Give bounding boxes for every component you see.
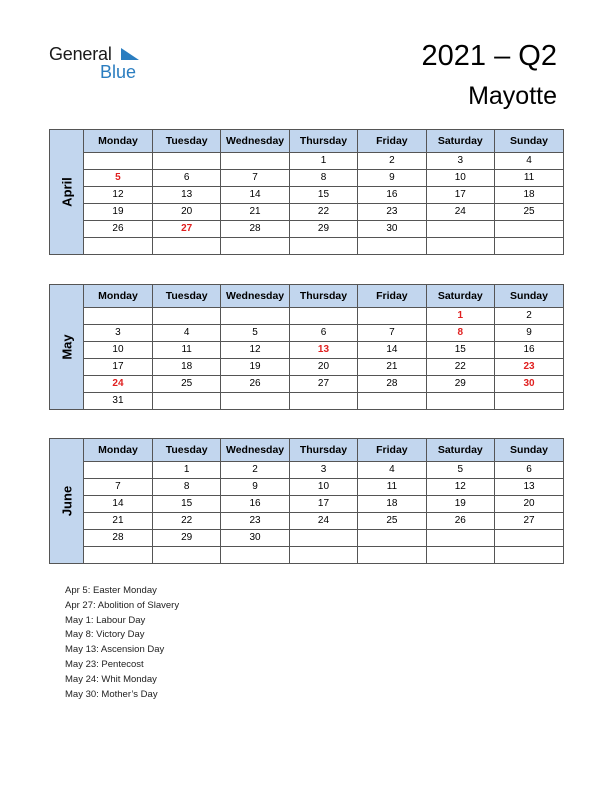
day-cell: 30 — [495, 375, 563, 392]
logo — [49, 44, 159, 84]
month-table — [84, 439, 563, 563]
weekday-header-row — [84, 439, 563, 461]
day-cell — [358, 392, 426, 409]
day-cell: 27 — [289, 375, 357, 392]
month-table — [84, 130, 563, 254]
day-cell: 18 — [152, 358, 220, 375]
day-cell: 1 — [426, 307, 494, 324]
day-cell — [221, 392, 289, 409]
day-cell: 19 — [84, 203, 152, 220]
day-cell: 28 — [84, 529, 152, 546]
weekday-header: Wednesday — [221, 439, 289, 461]
weekday-header: Friday — [358, 439, 426, 461]
holiday-item: May 23: Pentecost — [65, 658, 144, 670]
day-cell: 6 — [495, 461, 563, 478]
day-cell: 26 — [426, 512, 494, 529]
month-name: May — [59, 334, 74, 360]
week-row — [84, 324, 563, 341]
day-cell: 3 — [84, 324, 152, 341]
day-cell: 15 — [152, 495, 220, 512]
day-cell: 7 — [358, 324, 426, 341]
day-cell — [221, 307, 289, 324]
day-cell: 31 — [84, 392, 152, 409]
weekday-header: Monday — [84, 285, 152, 307]
holiday-item: May 24: Whit Monday — [65, 673, 157, 685]
day-cell — [426, 392, 494, 409]
day-cell: 19 — [426, 495, 494, 512]
day-cell — [426, 546, 494, 563]
day-cell — [152, 546, 220, 563]
day-cell: 6 — [152, 169, 220, 186]
week-row — [84, 237, 563, 254]
day-cell: 13 — [289, 341, 357, 358]
day-cell: 3 — [289, 461, 357, 478]
holiday-item: May 30: Mother’s Day — [65, 688, 158, 700]
day-cell: 16 — [221, 495, 289, 512]
day-cell: 10 — [289, 478, 357, 495]
day-cell: 14 — [84, 495, 152, 512]
weekday-header: Tuesday — [152, 439, 220, 461]
day-cell: 18 — [358, 495, 426, 512]
day-cell: 11 — [358, 478, 426, 495]
day-cell — [221, 237, 289, 254]
day-cell: 17 — [84, 358, 152, 375]
page-subtitle: Mayotte — [468, 82, 557, 110]
day-cell: 15 — [426, 341, 494, 358]
day-cell — [426, 529, 494, 546]
day-cell: 13 — [152, 186, 220, 203]
week-row — [84, 478, 563, 495]
day-cell: 2 — [495, 307, 563, 324]
day-cell: 19 — [221, 358, 289, 375]
day-cell — [289, 237, 357, 254]
week-row — [84, 529, 563, 546]
day-cell — [152, 307, 220, 324]
month-name: April — [59, 177, 74, 207]
day-cell — [221, 152, 289, 169]
day-cell: 11 — [495, 169, 563, 186]
day-cell: 14 — [358, 341, 426, 358]
day-cell: 20 — [152, 203, 220, 220]
weekday-header: Tuesday — [152, 285, 220, 307]
month-block-june — [49, 438, 564, 564]
day-cell — [426, 220, 494, 237]
day-cell — [84, 461, 152, 478]
day-cell — [426, 237, 494, 254]
week-row — [84, 495, 563, 512]
week-row — [84, 375, 563, 392]
day-cell — [358, 307, 426, 324]
day-cell: 21 — [221, 203, 289, 220]
day-cell: 25 — [152, 375, 220, 392]
day-cell: 5 — [426, 461, 494, 478]
day-cell — [358, 237, 426, 254]
day-cell: 10 — [426, 169, 494, 186]
holiday-item: Apr 27: Abolition of Slavery — [65, 599, 180, 611]
day-cell: 15 — [289, 186, 357, 203]
weekday-header: Thursday — [289, 285, 357, 307]
day-cell: 5 — [84, 169, 152, 186]
day-cell — [84, 237, 152, 254]
holiday-item: May 13: Ascension Day — [65, 644, 165, 656]
day-cell: 24 — [426, 203, 494, 220]
day-cell: 4 — [495, 152, 563, 169]
weekday-header: Sunday — [495, 285, 563, 307]
day-cell: 20 — [289, 358, 357, 375]
month-side-label — [50, 130, 84, 254]
day-cell — [358, 529, 426, 546]
weekday-header: Sunday — [495, 130, 563, 152]
day-cell: 9 — [495, 324, 563, 341]
day-cell — [495, 546, 563, 563]
week-row — [84, 186, 563, 203]
day-cell: 4 — [358, 461, 426, 478]
weekday-header-row — [84, 130, 563, 152]
week-row — [84, 341, 563, 358]
day-cell: 29 — [289, 220, 357, 237]
weekday-header: Monday — [84, 439, 152, 461]
day-cell: 14 — [221, 186, 289, 203]
holiday-list — [65, 584, 179, 702]
day-cell — [289, 529, 357, 546]
day-cell — [84, 152, 152, 169]
day-cell — [221, 546, 289, 563]
weekday-header: Sunday — [495, 439, 563, 461]
day-cell: 8 — [289, 169, 357, 186]
day-cell: 1 — [152, 461, 220, 478]
day-cell: 16 — [358, 186, 426, 203]
day-cell: 12 — [221, 341, 289, 358]
day-cell — [152, 237, 220, 254]
day-cell: 13 — [495, 478, 563, 495]
month-side-label — [50, 285, 84, 409]
weekday-header: Friday — [358, 285, 426, 307]
day-cell: 27 — [495, 512, 563, 529]
weekday-header: Saturday — [426, 439, 494, 461]
holiday-item: Apr 5: Easter Monday — [65, 585, 157, 596]
day-cell: 30 — [358, 220, 426, 237]
day-cell: 9 — [358, 169, 426, 186]
weekday-header: Wednesday — [221, 130, 289, 152]
month-side-label — [50, 439, 84, 563]
day-cell: 21 — [358, 358, 426, 375]
day-cell: 25 — [358, 512, 426, 529]
week-row — [84, 392, 563, 409]
day-cell: 22 — [289, 203, 357, 220]
day-cell: 26 — [84, 220, 152, 237]
logo-general-text: General — [49, 44, 112, 64]
holiday-item: May 1: Labour Day — [65, 614, 146, 626]
page-title: 2021 – Q2 — [421, 40, 557, 72]
week-row — [84, 546, 563, 563]
day-cell — [495, 237, 563, 254]
weekday-header: Tuesday — [152, 130, 220, 152]
day-cell: 9 — [221, 478, 289, 495]
day-cell — [495, 392, 563, 409]
day-cell — [84, 546, 152, 563]
day-cell: 28 — [221, 220, 289, 237]
week-row — [84, 169, 563, 186]
day-cell: 12 — [426, 478, 494, 495]
day-cell: 22 — [426, 358, 494, 375]
week-row — [84, 307, 563, 324]
day-cell: 21 — [84, 512, 152, 529]
weekday-header: Wednesday — [221, 285, 289, 307]
day-cell — [152, 152, 220, 169]
day-cell: 23 — [495, 358, 563, 375]
weekday-header-row — [84, 285, 563, 307]
day-cell: 1 — [289, 152, 357, 169]
day-cell: 26 — [221, 375, 289, 392]
day-cell: 2 — [221, 461, 289, 478]
month-table — [84, 285, 563, 409]
week-row — [84, 461, 563, 478]
day-cell: 17 — [426, 186, 494, 203]
month-name: June — [59, 485, 74, 517]
day-cell: 3 — [426, 152, 494, 169]
day-cell — [289, 546, 357, 563]
day-cell: 24 — [289, 512, 357, 529]
day-cell: 24 — [84, 375, 152, 392]
day-cell: 7 — [84, 478, 152, 495]
day-cell: 29 — [152, 529, 220, 546]
day-cell: 5 — [221, 324, 289, 341]
day-cell: 23 — [358, 203, 426, 220]
day-cell — [84, 307, 152, 324]
week-row — [84, 152, 563, 169]
day-cell: 12 — [84, 186, 152, 203]
month-block-april — [49, 129, 564, 255]
weekday-header: Thursday — [289, 130, 357, 152]
day-cell — [289, 307, 357, 324]
weekday-header: Saturday — [426, 130, 494, 152]
weekday-header: Monday — [84, 130, 152, 152]
day-cell: 29 — [426, 375, 494, 392]
holiday-item: May 8: Victory Day — [65, 629, 145, 641]
weekday-header: Saturday — [426, 285, 494, 307]
day-cell: 18 — [495, 186, 563, 203]
day-cell: 16 — [495, 341, 563, 358]
day-cell: 2 — [358, 152, 426, 169]
day-cell — [495, 220, 563, 237]
day-cell: 10 — [84, 341, 152, 358]
week-row — [84, 203, 563, 220]
day-cell: 7 — [221, 169, 289, 186]
week-row — [84, 220, 563, 237]
day-cell: 27 — [152, 220, 220, 237]
day-cell: 23 — [221, 512, 289, 529]
day-cell: 6 — [289, 324, 357, 341]
weekday-header: Friday — [358, 130, 426, 152]
day-cell: 11 — [152, 341, 220, 358]
day-cell: 28 — [358, 375, 426, 392]
day-cell — [495, 529, 563, 546]
day-cell — [358, 546, 426, 563]
day-cell: 22 — [152, 512, 220, 529]
day-cell: 25 — [495, 203, 563, 220]
month-block-may — [49, 284, 564, 410]
weekday-header: Thursday — [289, 439, 357, 461]
day-cell: 8 — [426, 324, 494, 341]
day-cell: 8 — [152, 478, 220, 495]
day-cell: 4 — [152, 324, 220, 341]
day-cell — [152, 392, 220, 409]
week-row — [84, 358, 563, 375]
day-cell: 20 — [495, 495, 563, 512]
logo-triangle-icon — [121, 48, 139, 60]
day-cell: 30 — [221, 529, 289, 546]
day-cell: 17 — [289, 495, 357, 512]
week-row — [84, 512, 563, 529]
day-cell — [289, 392, 357, 409]
logo-blue-text: Blue — [100, 62, 137, 82]
